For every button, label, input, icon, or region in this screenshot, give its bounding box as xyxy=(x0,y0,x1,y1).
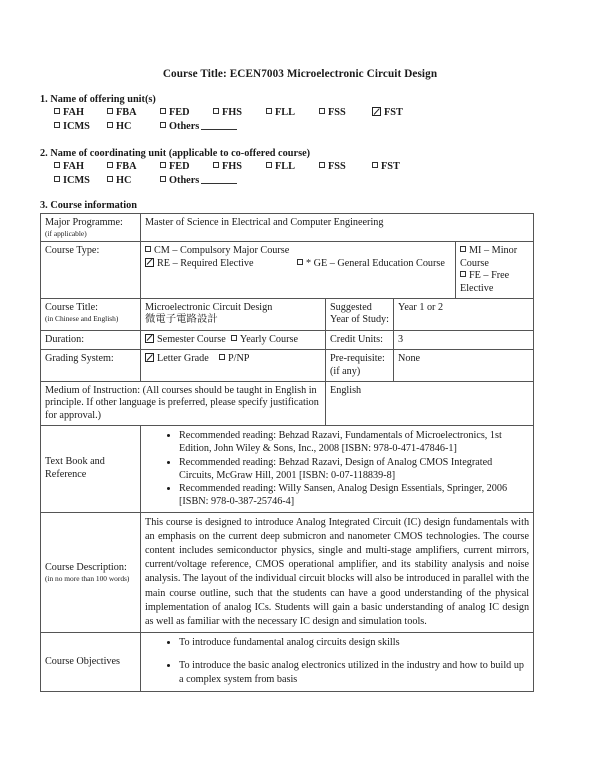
duration-options xyxy=(141,330,326,349)
checkbox-label: FST xyxy=(381,161,400,172)
checkbox-icon[interactable] xyxy=(319,108,325,114)
prerequisite-label xyxy=(326,350,394,382)
major-programme-value: Master of Science in Electrical and Computer Engineering xyxy=(141,214,534,242)
prerequisite-value: None xyxy=(394,350,534,382)
checkbox-coord-fst[interactable] xyxy=(372,160,400,174)
course-type-options xyxy=(141,242,456,299)
others-input-line[interactable] xyxy=(201,120,237,130)
credit-units-value: 3 xyxy=(394,330,534,349)
checkbox-label: FED xyxy=(169,107,190,118)
checkbox-label: Others xyxy=(169,175,200,186)
checkbox-icon[interactable] xyxy=(160,162,166,168)
checkbox-offering-fss[interactable] xyxy=(319,106,372,120)
checkbox-offering-icms[interactable] xyxy=(54,120,107,134)
checkbox-label: FBA xyxy=(116,107,137,118)
checkbox-coord-fba[interactable] xyxy=(107,160,160,174)
label-text: Course Description: xyxy=(45,561,127,573)
section-3-title: Course information xyxy=(50,200,137,211)
course-type-col-1 xyxy=(145,245,297,270)
checkbox-coord-fll[interactable] xyxy=(266,160,319,174)
course-information-table xyxy=(40,213,534,692)
checkbox-icon[interactable] xyxy=(372,162,378,168)
checkbox-icon[interactable] xyxy=(213,162,219,168)
checkbox-re[interactable] xyxy=(145,258,297,270)
table-row-course-title xyxy=(41,299,534,331)
table-row-course-description xyxy=(41,512,534,633)
page-title: Course Title: ECEN7003 Microelectronic Circuit Design xyxy=(162,68,438,80)
course-title-label xyxy=(41,299,141,331)
checkbox-label: FED xyxy=(169,161,190,172)
section-3-heading xyxy=(40,200,600,211)
section-3-number: 3. xyxy=(40,200,48,211)
checkbox-coord-hc[interactable] xyxy=(107,174,160,188)
checkbox-label: Semester Course xyxy=(157,333,226,345)
table-row-medium-of-instruction xyxy=(41,382,534,426)
checkbox-label: CM – Compulsory Major Course xyxy=(154,245,290,257)
course-objectives-label: Course Objectives xyxy=(41,633,141,692)
list-item: • Recommended reading: Willy Sansen, Analog Design Essentials, Springer, 2006 [ISBN: 978-0-387-25746-4] xyxy=(179,482,529,508)
checkbox-ge[interactable] xyxy=(297,258,445,270)
table-row-course-type xyxy=(41,242,534,299)
checkbox-label: FHS xyxy=(222,107,243,118)
coordinating-unit-row-1 xyxy=(40,160,600,174)
checkbox-icon[interactable] xyxy=(54,122,60,128)
checkbox-label: RE – Required Elective xyxy=(157,257,254,269)
offering-unit-row-1 xyxy=(40,106,600,120)
list-item: • Recommended reading: Behzad Razavi, Fundamentals of Microelectronics, 1st Edition, John Wiley & Sons, Inc., 2008 [ISBN: 978-0-471-47846-1] xyxy=(179,429,529,455)
offering-unit-row-2 xyxy=(40,120,600,134)
checkbox-icon[interactable] xyxy=(145,246,151,252)
table-row-major-programme xyxy=(41,214,534,242)
checkbox-icon[interactable] xyxy=(107,176,113,182)
credit-units-label: Credit Units: xyxy=(326,330,394,349)
checkbox-label: Letter Grade xyxy=(157,353,209,365)
checkbox-icon[interactable] xyxy=(107,122,113,128)
text-book-label: Text Book and Reference xyxy=(41,426,141,512)
checkbox-checked-icon[interactable] xyxy=(372,107,381,116)
checkbox-icon[interactable] xyxy=(219,354,225,360)
list-item: • Recommended reading: Behzad Razavi, Design of Analog CMOS Integrated Circuits, McGraw Hill, 2001 [ISBN: 0-07-118839-8] xyxy=(179,456,529,482)
checkbox-icon[interactable] xyxy=(160,122,166,128)
checkbox-label: Others xyxy=(169,121,200,132)
checkbox-icon[interactable] xyxy=(231,335,237,341)
checkbox-label: HC xyxy=(116,175,132,186)
checkbox-icon[interactable] xyxy=(460,246,466,252)
checkbox-icon[interactable] xyxy=(266,162,272,168)
checkbox-cm[interactable] xyxy=(145,245,297,257)
checkbox-label: FBA xyxy=(116,161,137,172)
checkbox-icon[interactable] xyxy=(107,108,113,114)
table-row-grading-system xyxy=(41,350,534,382)
checkbox-coord-fss[interactable] xyxy=(319,160,372,174)
label-text: Medium of Instruction: xyxy=(45,385,141,397)
checkbox-icon[interactable] xyxy=(160,108,166,114)
label-sublabel: (if any) xyxy=(330,365,361,377)
checkbox-icon[interactable] xyxy=(297,259,303,265)
major-programme-label xyxy=(41,214,141,242)
course-type-label: Course Type: xyxy=(41,242,141,299)
checkbox-label: * GE – General Education Course xyxy=(306,258,445,270)
table-row-duration xyxy=(41,330,534,349)
course-objectives-list xyxy=(145,636,529,686)
checkbox-icon[interactable] xyxy=(54,176,60,182)
checkbox-icon[interactable] xyxy=(54,108,60,114)
section-2-title: Name of coordinating unit (applicable to co-offered course) xyxy=(50,148,311,159)
table-row-text-book xyxy=(41,426,534,512)
section-course-information xyxy=(0,200,600,692)
checkbox-label: ICMS xyxy=(63,175,90,186)
section-2-heading xyxy=(40,148,600,159)
checkbox-letter-grade[interactable] xyxy=(145,353,209,364)
checkbox-checked-icon[interactable] xyxy=(145,353,154,362)
list-item: • To introduce the basic analog electronics utilized in the industry and how to build up a complex system from basis xyxy=(179,659,529,685)
checkbox-label: FAH xyxy=(63,107,84,118)
checkbox-label: FLL xyxy=(275,161,296,172)
course-description-label xyxy=(41,512,141,633)
checkbox-label: FAH xyxy=(63,161,84,172)
section-offering-unit xyxy=(0,94,600,134)
checkbox-pnp[interactable] xyxy=(219,353,250,364)
checkbox-label: FSS xyxy=(328,161,346,172)
list-item: • To introduce fundamental analog circuits design skills xyxy=(179,636,529,649)
course-type-col-2 xyxy=(297,245,445,270)
duration-label: Duration: xyxy=(41,330,141,349)
checkbox-icon[interactable] xyxy=(266,108,272,114)
course-objectives-value xyxy=(141,633,534,692)
checkbox-coord-others[interactable] xyxy=(160,174,237,188)
checkbox-icon[interactable] xyxy=(160,176,166,182)
checkbox-offering-fll[interactable] xyxy=(266,106,319,120)
checkbox-label: P/NP xyxy=(227,353,250,365)
checkbox-offering-hc[interactable] xyxy=(107,120,160,134)
course-description-text: This course is designed to introduce Analog Integrated Circuit (IC) design fundamentals with an emphasis on the current deep submicron and nanometer CMOS technologies. The course content includes semiconductor physics, single and multi-stage amplifiers, current mirrors, current/voltage reference, CMOS operational amplifier, and its stability analysis and noise analysis. The layout of the individual circuit blocks will also be introduced in parallel with the main course outline, such that the students can have a good understanding of the physical implementation of analog ICs. Students will gain a basic understanding of analog IC design as well as familiar with the necessary IC design and simulation tools. xyxy=(145,516,530,627)
checkbox-label: FHS xyxy=(222,161,243,172)
checkbox-yearly-course[interactable] xyxy=(231,334,298,345)
label-sublabel: (in no more than 100 words) xyxy=(45,574,130,584)
checkbox-icon[interactable] xyxy=(107,162,113,168)
label-sublabel: (All courses should be taught in English in principle. If other language is preferred, please specify justification for approval.) xyxy=(45,385,319,421)
checkbox-label: FE – Free Elective xyxy=(460,270,510,294)
checkbox-coord-fhs[interactable] xyxy=(213,160,266,174)
checkbox-offering-fst[interactable] xyxy=(372,106,403,120)
checkbox-icon[interactable] xyxy=(460,271,466,277)
checkbox-offering-fah[interactable] xyxy=(54,106,107,120)
checkbox-checked-icon[interactable] xyxy=(145,258,154,267)
year-of-study-label: Suggested Year of Study: xyxy=(326,299,394,331)
checkbox-offering-fba[interactable] xyxy=(107,106,160,120)
checkbox-label: Yearly Course xyxy=(239,333,298,345)
checkbox-offering-fhs[interactable] xyxy=(213,106,266,120)
others-input-line[interactable] xyxy=(201,174,237,184)
checkbox-icon[interactable] xyxy=(213,108,219,114)
label-text: Pre-requisite: xyxy=(330,353,385,365)
course-title-value xyxy=(141,299,326,331)
label-sublabel: (in Chinese and English) xyxy=(45,314,119,324)
table-row-course-objectives xyxy=(41,633,534,692)
label-text: Course Title: xyxy=(45,302,98,314)
checkbox-label: HC xyxy=(116,121,132,132)
label-sublabel: (if applicable) xyxy=(45,229,87,239)
checkbox-icon[interactable] xyxy=(54,162,60,168)
text-book-list xyxy=(145,429,529,508)
checkbox-checked-icon[interactable] xyxy=(145,334,154,343)
checkbox-coord-fed[interactable] xyxy=(160,160,213,174)
course-description-value xyxy=(141,512,534,633)
checkbox-icon[interactable] xyxy=(319,162,325,168)
coordinating-unit-row-2 xyxy=(40,174,600,188)
checkbox-label: FLL xyxy=(275,107,296,118)
section-1-number: 1. xyxy=(40,94,48,105)
checkbox-fe[interactable] xyxy=(460,270,529,295)
course-type-col-3 xyxy=(456,242,534,299)
course-title-chinese: 微電子電路設計 xyxy=(145,314,218,326)
medium-of-instruction-value: English xyxy=(326,382,534,426)
section-1-title: Name of offering unit(s) xyxy=(50,94,156,105)
checkbox-offering-fed[interactable] xyxy=(160,106,213,120)
section-coordinating-unit xyxy=(0,148,600,188)
checkbox-label: MI – Minor Course xyxy=(460,245,518,269)
checkbox-label: ICMS xyxy=(63,121,90,132)
checkbox-label: FST xyxy=(384,107,403,118)
year-of-study-value: Year 1 or 2 xyxy=(394,299,534,331)
checkbox-coord-fah[interactable] xyxy=(54,160,107,174)
checkbox-offering-others[interactable] xyxy=(160,120,237,134)
label-text: Major Programme: xyxy=(45,217,123,228)
section-1-heading xyxy=(40,94,600,105)
checkbox-coord-icms[interactable] xyxy=(54,174,107,188)
checkbox-mi[interactable] xyxy=(460,245,529,270)
grading-system-options xyxy=(141,350,326,382)
medium-of-instruction-label xyxy=(41,382,326,426)
text-book-value xyxy=(141,426,534,512)
checkbox-label: FSS xyxy=(328,107,346,118)
course-title-english: Microelectronic Circuit Design xyxy=(145,302,273,314)
checkbox-semester-course[interactable] xyxy=(145,334,226,345)
grading-system-label: Grading System: xyxy=(41,350,141,382)
section-2-number: 2. xyxy=(40,148,48,159)
